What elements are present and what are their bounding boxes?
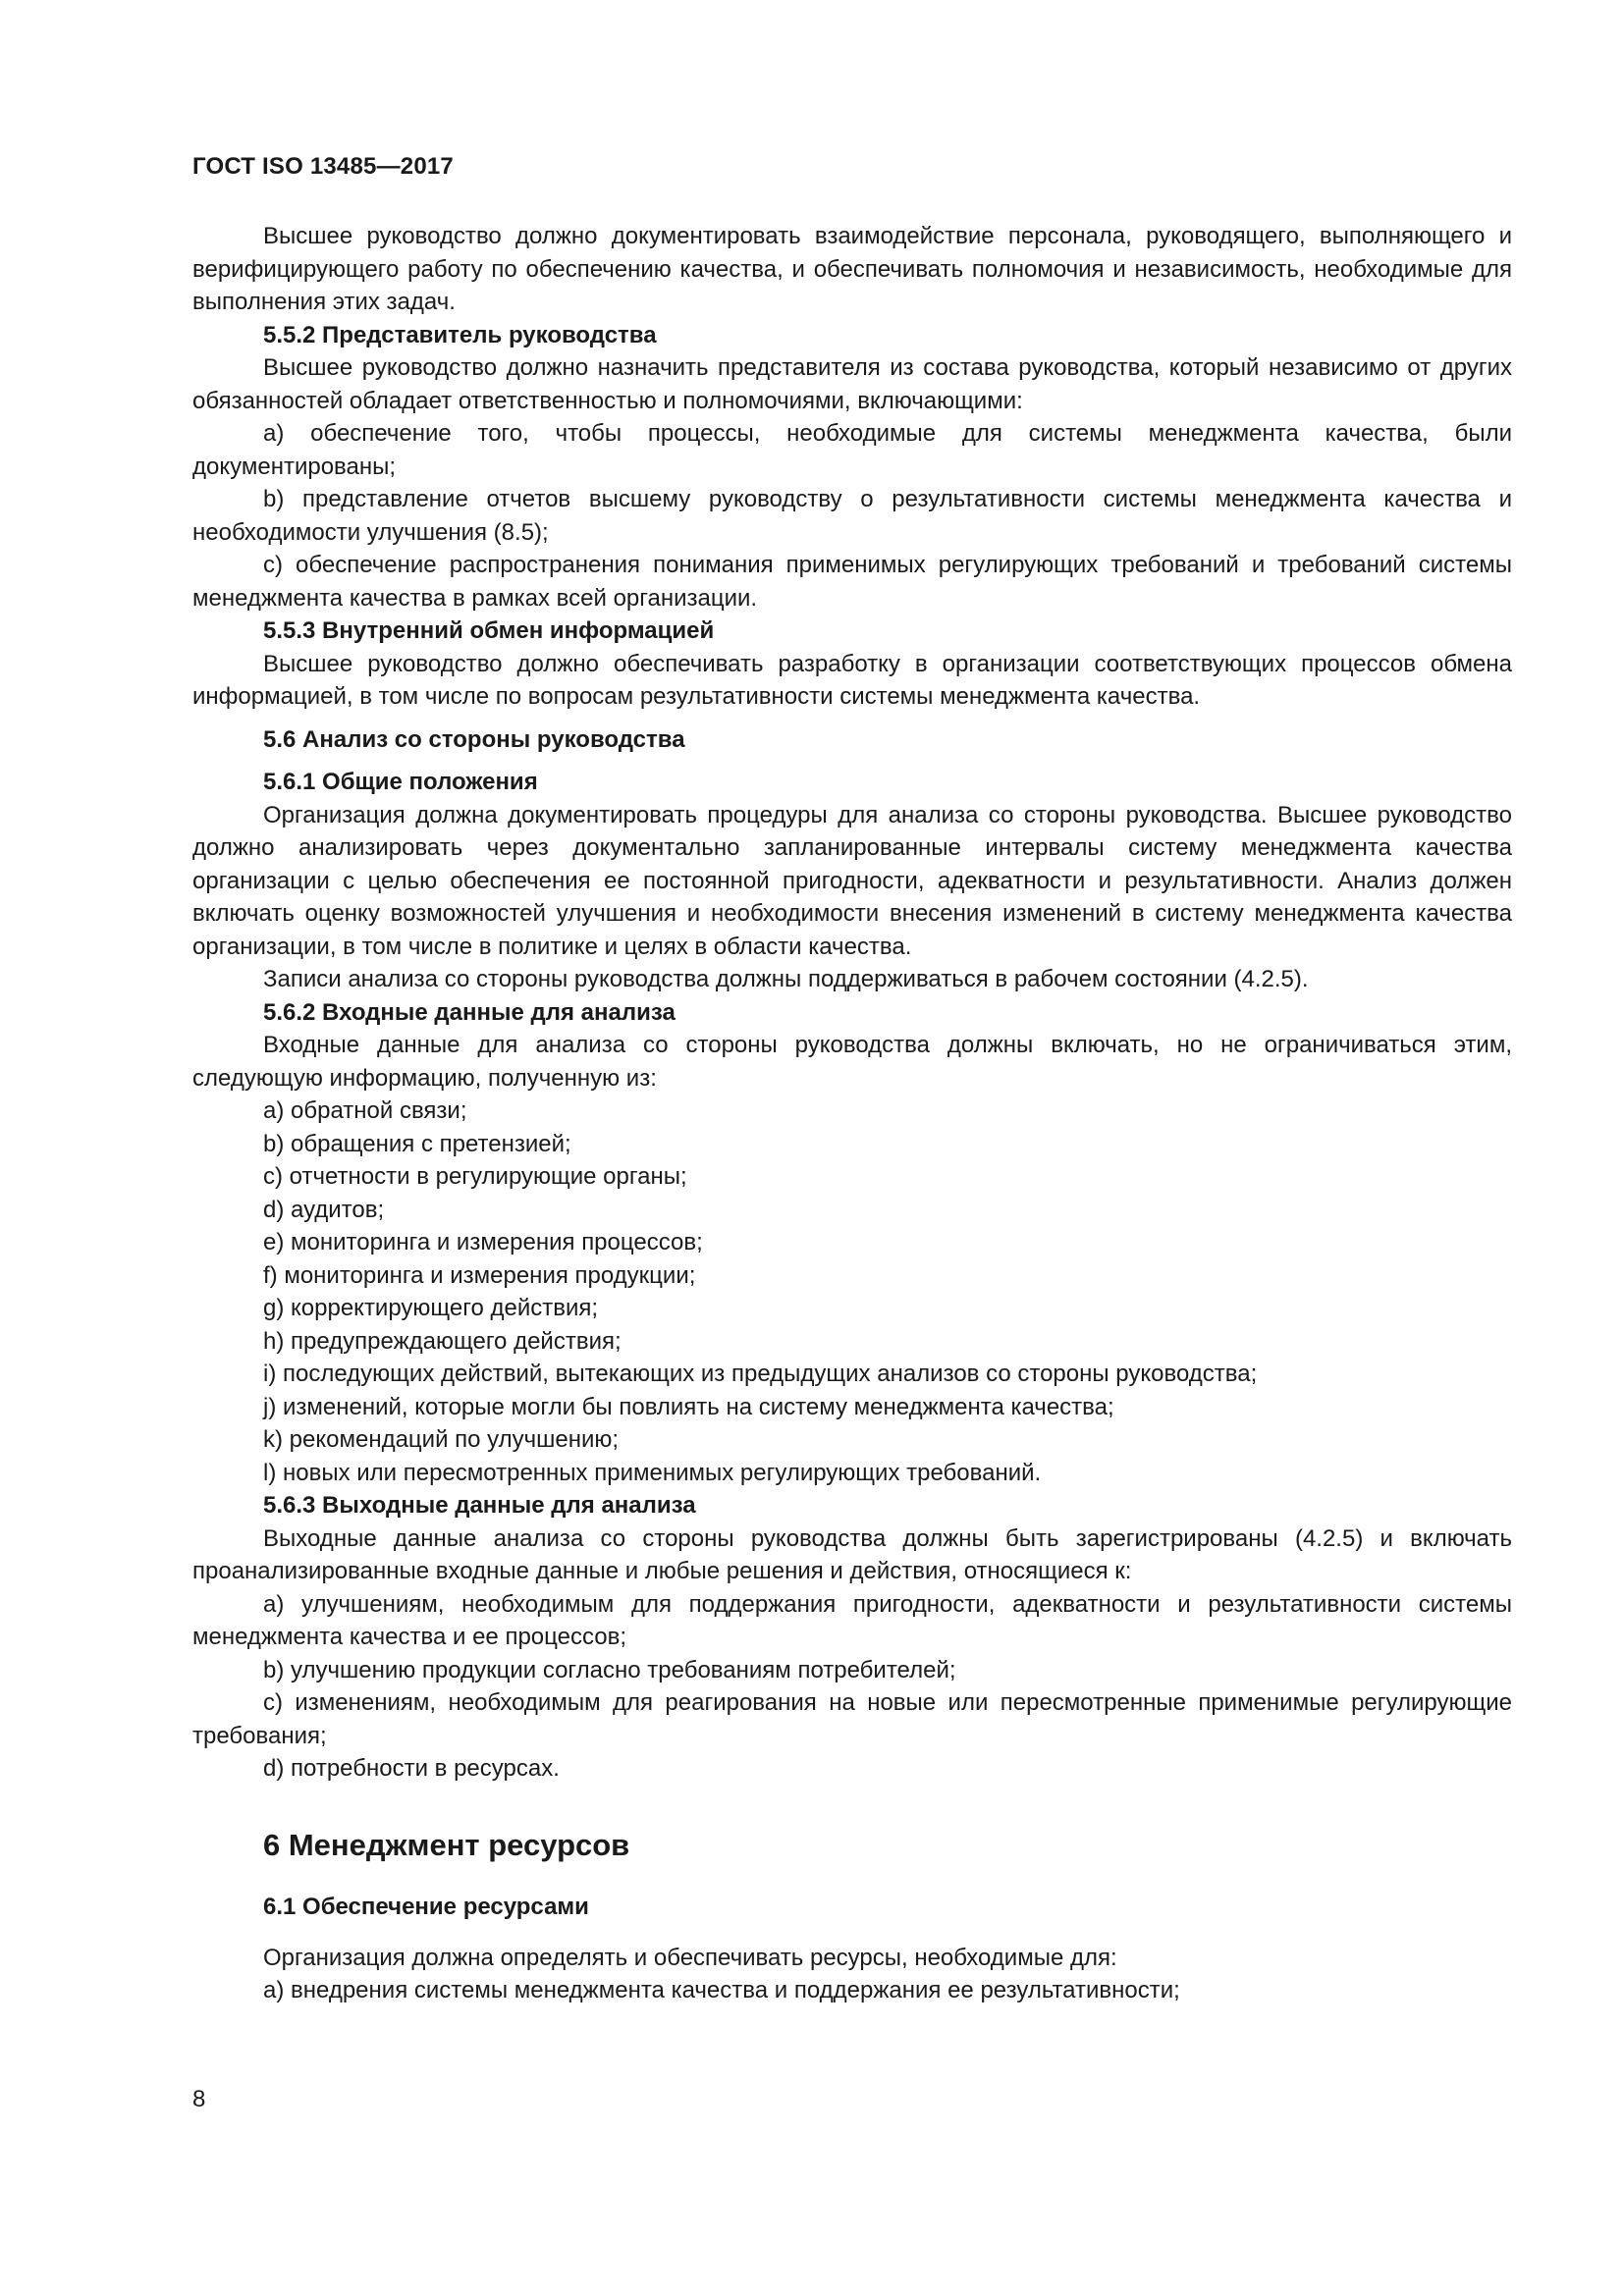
section-5-6-3-heading: 5.6.3 Выходные данные для анализа — [263, 1492, 696, 1519]
list-item: a) обратной связи; — [263, 1097, 467, 1124]
list-item: i) последующих действий, вытекающих из предыдущих анализов со стороны руководства; — [263, 1361, 1258, 1387]
list-item: b) представление отчетов высшему руководству о результативности системы менеджмента качества и необходимости улучшения (8.5); — [192, 486, 1512, 546]
document-header: ГОСТ ISO 13485—2017 — [192, 153, 454, 180]
list-item: b) улучшению продукции согласно требованиям потребителей; — [263, 1656, 956, 1683]
section-5-5-2-list — [192, 417, 1512, 614]
section-5-5-3-heading: 5.5.3 Внутренний обмен информацией — [263, 617, 715, 644]
page-number: 8 — [192, 2086, 206, 2112]
section-6-heading: 6 Менеджмент ресурсов — [263, 1827, 630, 1862]
section-5-5-3-text: Высшее руководство должно обеспечивать разработку в организации соответствующих процессов обмена информацией, в том числе по вопросам результативности системы менеджмента качества. — [192, 650, 1512, 710]
list-item: e) мониторинга и измерения процессов; — [263, 1229, 703, 1255]
section-5-6-3-text: Выходные данные анализа со стороны руководства должны быть зарегистрированы (4.2.5) и включать проанализированные входные данные и любые решения и действия, относящиеся к: — [192, 1524, 1512, 1584]
list-item: k) рекомендаций по улучшению; — [263, 1426, 620, 1453]
list-item: c) изменениям, необходимым для реагирования на новые или пересмотренные применимые регулирующие требования; — [192, 1689, 1512, 1749]
list-item: b) обращения с претензией; — [263, 1130, 571, 1157]
section-5-6-heading: 5.6 Анализ со стороны руководства — [263, 725, 685, 753]
list-item: l) новых или пересмотренных применимых регулирующих требований. — [263, 1459, 1042, 1486]
list-item: d) потребности в ресурсах. — [263, 1755, 560, 1782]
list-item: a) обеспечение того, чтобы процессы, необходимые для системы менеджмента качества, были документированы; — [192, 420, 1512, 480]
list-item: f) мониторинга и измерения продукции; — [263, 1261, 696, 1289]
list-item: c) обеспечение распространения понимания применимых регулирующих требований и требований системы менеджмента качества в рамках всей организации. — [192, 552, 1512, 612]
section-5-6-1-text-2: Записи анализа со стороны руководства должны поддерживаться в рабочем состоянии (4.2.5). — [263, 966, 1309, 992]
section-5-6-2-list — [192, 1095, 1512, 1489]
list-item: d) аудитов; — [263, 1196, 385, 1223]
list-item: a) улучшениям, необходимым для поддержания пригодности, адекватности и результативности системы менеджмента качества и ее процессов; — [192, 1590, 1512, 1650]
section-5-6-1-heading: 5.6.1 Общие положения — [263, 769, 538, 795]
section-6-1-text: Организация должна определять и обеспечивать ресурсы, необходимые для: — [263, 1944, 1117, 1971]
list-item: j) изменений, которые могли бы повлиять на систему менеджмента качества; — [263, 1393, 1114, 1420]
section-5-6-1-text: Организация должна документировать процедуры для анализа со стороны руководства. Высшее руководство должно анализировать через документально запланированные интервалы систему менеджмента качества организации с целью обеспечения ее постоянной пригодности, адекватности и результативности. Анализ должен включать оценку возможностей улучшения и необходимости внесения изменений в систему менеджмента качества организации, в том числе в политике и целях в области качества. — [192, 801, 1512, 960]
section-5-5-2-heading: 5.5.2 Представитель руководства — [263, 321, 657, 348]
section-5-6-3-list — [192, 1588, 1512, 1786]
list-item: g) корректирующего действия; — [263, 1295, 599, 1321]
section-6-1-list — [192, 1974, 1512, 2007]
list-item: h) предупреждающего действия; — [263, 1327, 622, 1355]
document-body — [192, 220, 1512, 2007]
intro-paragraph: Высшее руководство должно документировать взаимодействие персонала, руководящего, выполняющего и верифицирующего работу по обеспечению качества, и обеспечивать полномочия и независимость, необходимые для выполнения этих задач. — [192, 223, 1512, 315]
section-5-6-2-text: Входные данные для анализа со стороны руководства должны включать, но не ограничиваться этим, следующую информацию, полученную из: — [192, 1032, 1512, 1092]
list-item: c) отчетности в регулирующие органы; — [263, 1163, 687, 1190]
list-item: a) внедрения системы менеджмента качества и поддержания ее результативности; — [263, 1977, 1180, 2003]
section-5-5-2-text: Высшее руководство должно назначить представителя из состава руководства, который независимо от других обязанностей обладает ответственностью и полномочиями, включающими: — [192, 354, 1512, 414]
section-6-1-heading: 6.1 Обеспечение ресурсами — [263, 1894, 589, 1920]
section-5-6-2-heading: 5.6.2 Входные данные для анализа — [263, 998, 676, 1026]
